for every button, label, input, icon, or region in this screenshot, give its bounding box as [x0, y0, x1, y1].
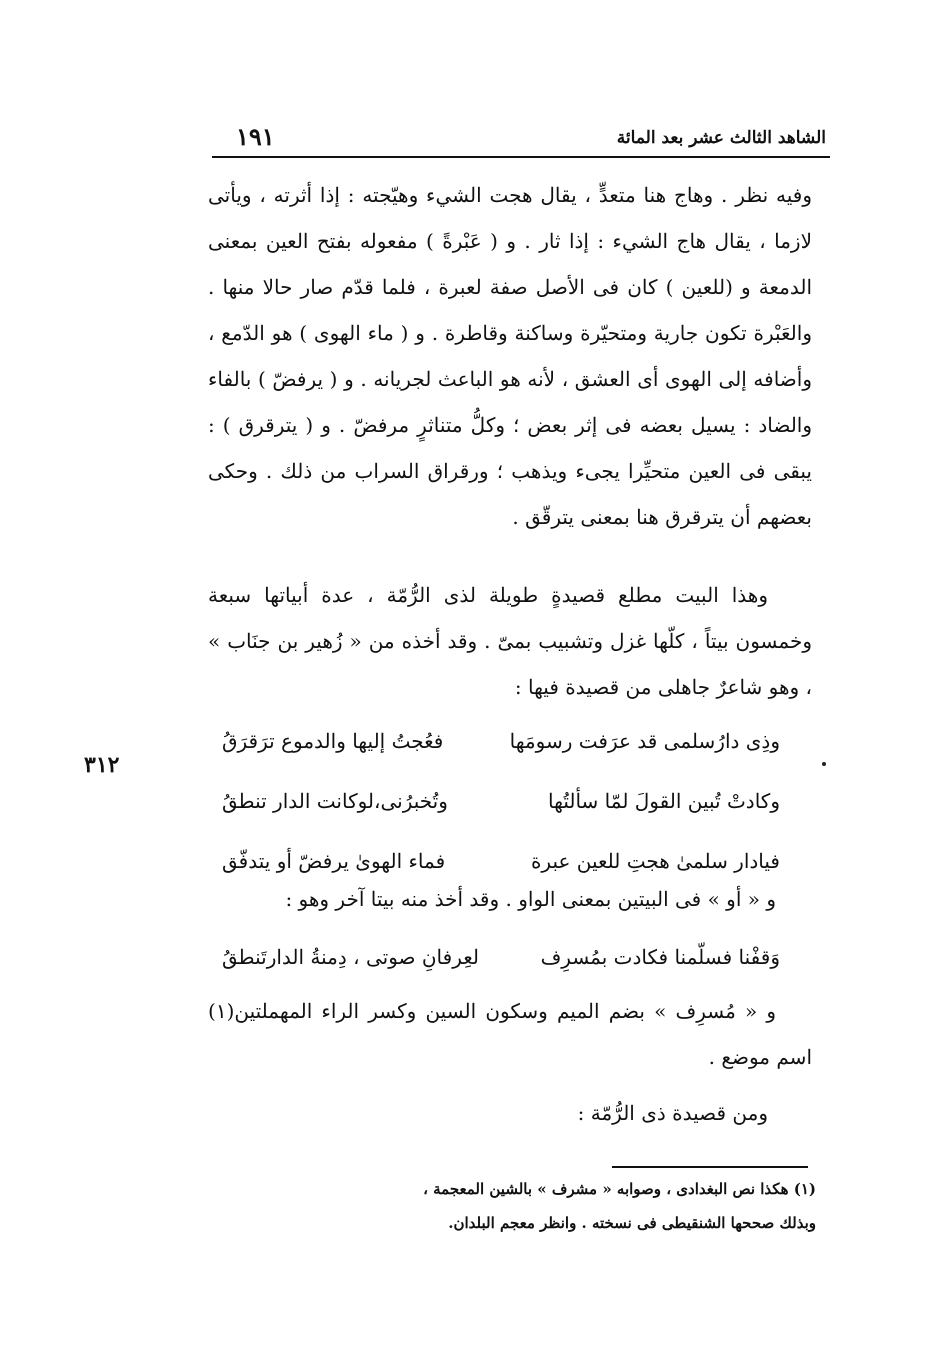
- header-title: الشاهد الثالث عشر بعد المائة: [616, 128, 826, 148]
- verse-1-second-hemistich: فعُجتُ إليها والدموع ترَقرَقُ: [222, 729, 444, 753]
- paragraph-2: وهذا البيت مطلع قصيدةٍ طويلة لذى الرُّمّة ، عدة أبياتها سبعة وخمسون بيتاً ، كلّها غزل وتشبيب بمىّ . وقد أخذه من « زُهير بن جنَاب » ، وهو شاعرٌ جاهلى من قصيدة فيها :: [208, 583, 812, 699]
- margin-number: ٣١٢: [84, 752, 120, 778]
- paragraph-4-text: و « مُسرِف » بضم الميم وسكون السين وكسر الراء المهملتين(١) اسم موضع .: [208, 999, 812, 1069]
- header-rule: [212, 156, 830, 158]
- running-header: [212, 120, 830, 156]
- footnote-line-1: (١) هكذا نص البغدادى ، وصوابه « مشرف » بالشين المعجمة ،: [423, 1180, 816, 1198]
- verse-4-second-hemistich: لعِرفانِ صوتى ، دِمنةُ الدارتَنطقُ: [222, 945, 479, 969]
- paragraph-4: [208, 988, 812, 1080]
- footnote-line-2: وبذلك صححها الشنقيطى فى نسخته . وانظر معجم البلدان.: [448, 1214, 816, 1232]
- paragraph-commentary: [208, 172, 812, 540]
- paragraph-3: و « أو » فى البيتين بمعنى الواو . وقد أخذ منه بيتا آخر وهو :: [285, 887, 776, 911]
- verse-1: [208, 716, 780, 776]
- verse-2-first-hemistich: وكادتْ تُبين القولَ لمّا سألتُها: [548, 789, 780, 813]
- verse-1-first-hemistich: وذِى دارُسلمى قد عرَفت رسومَها: [509, 729, 780, 753]
- verse-4-first-hemistich: وَقفْنا فسلّمنا فكادت بمُسرِف: [540, 945, 780, 969]
- footnote-rule: [612, 1166, 808, 1168]
- verse-block: [208, 716, 780, 896]
- paragraph-5: ومن قصيدة ذى الرُّمّة :: [577, 1101, 768, 1125]
- footnote: [200, 1172, 816, 1240]
- page-number: ١٩١: [236, 122, 275, 151]
- paragraph-1: وفيه نظر . وهاج هنا متعدٍّ ، يقال هجت الشيء وهيّجته : إذا أثرته ، ويأتى لازما ، يقال هاج الشيء : إذا ثار . و ( عَبْرةً ) مفعوله بفتح العين بمعنى الدمعة و (للعين ) كان فى الأصل صفة لعبرة ، فلما قدّم صار حالا منها . والعَبْرة تكون جارية ومتحيّرة وساكنة وقاطرة . و ( ماء الهوى ) هو الدّمع ، وأضافه إلى الهوى أى العشق ، لأنه هو الباعث لجريانه . و ( يرفضّ ) بالفاء والضاد : يسيل بعضه فى إثر بعض ؛ وكلُّ متناثرٍ مرفضّ . و ( يترقرق ) : يبقى فى العين متحيِّرا يجىء ويذهب ؛ ورقراق السراب من ذلك . وحكى بعضهم أن يترقرق هنا بمعنى يترقّق .: [208, 183, 812, 529]
- verse-4: [208, 932, 780, 982]
- margin-mark: [822, 762, 826, 766]
- verse-2: [208, 776, 780, 836]
- verse-3-second-hemistich: فماء الهوىٰ يرفضّ أو يتدفّق: [222, 849, 446, 873]
- verse-2-second-hemistich: وتُخبرُنى،لوكانت الدار تنطقُ: [222, 789, 448, 813]
- verse-3-first-hemistich: فيادار سلمىٰ هجتِ للعين عبرة: [530, 849, 780, 873]
